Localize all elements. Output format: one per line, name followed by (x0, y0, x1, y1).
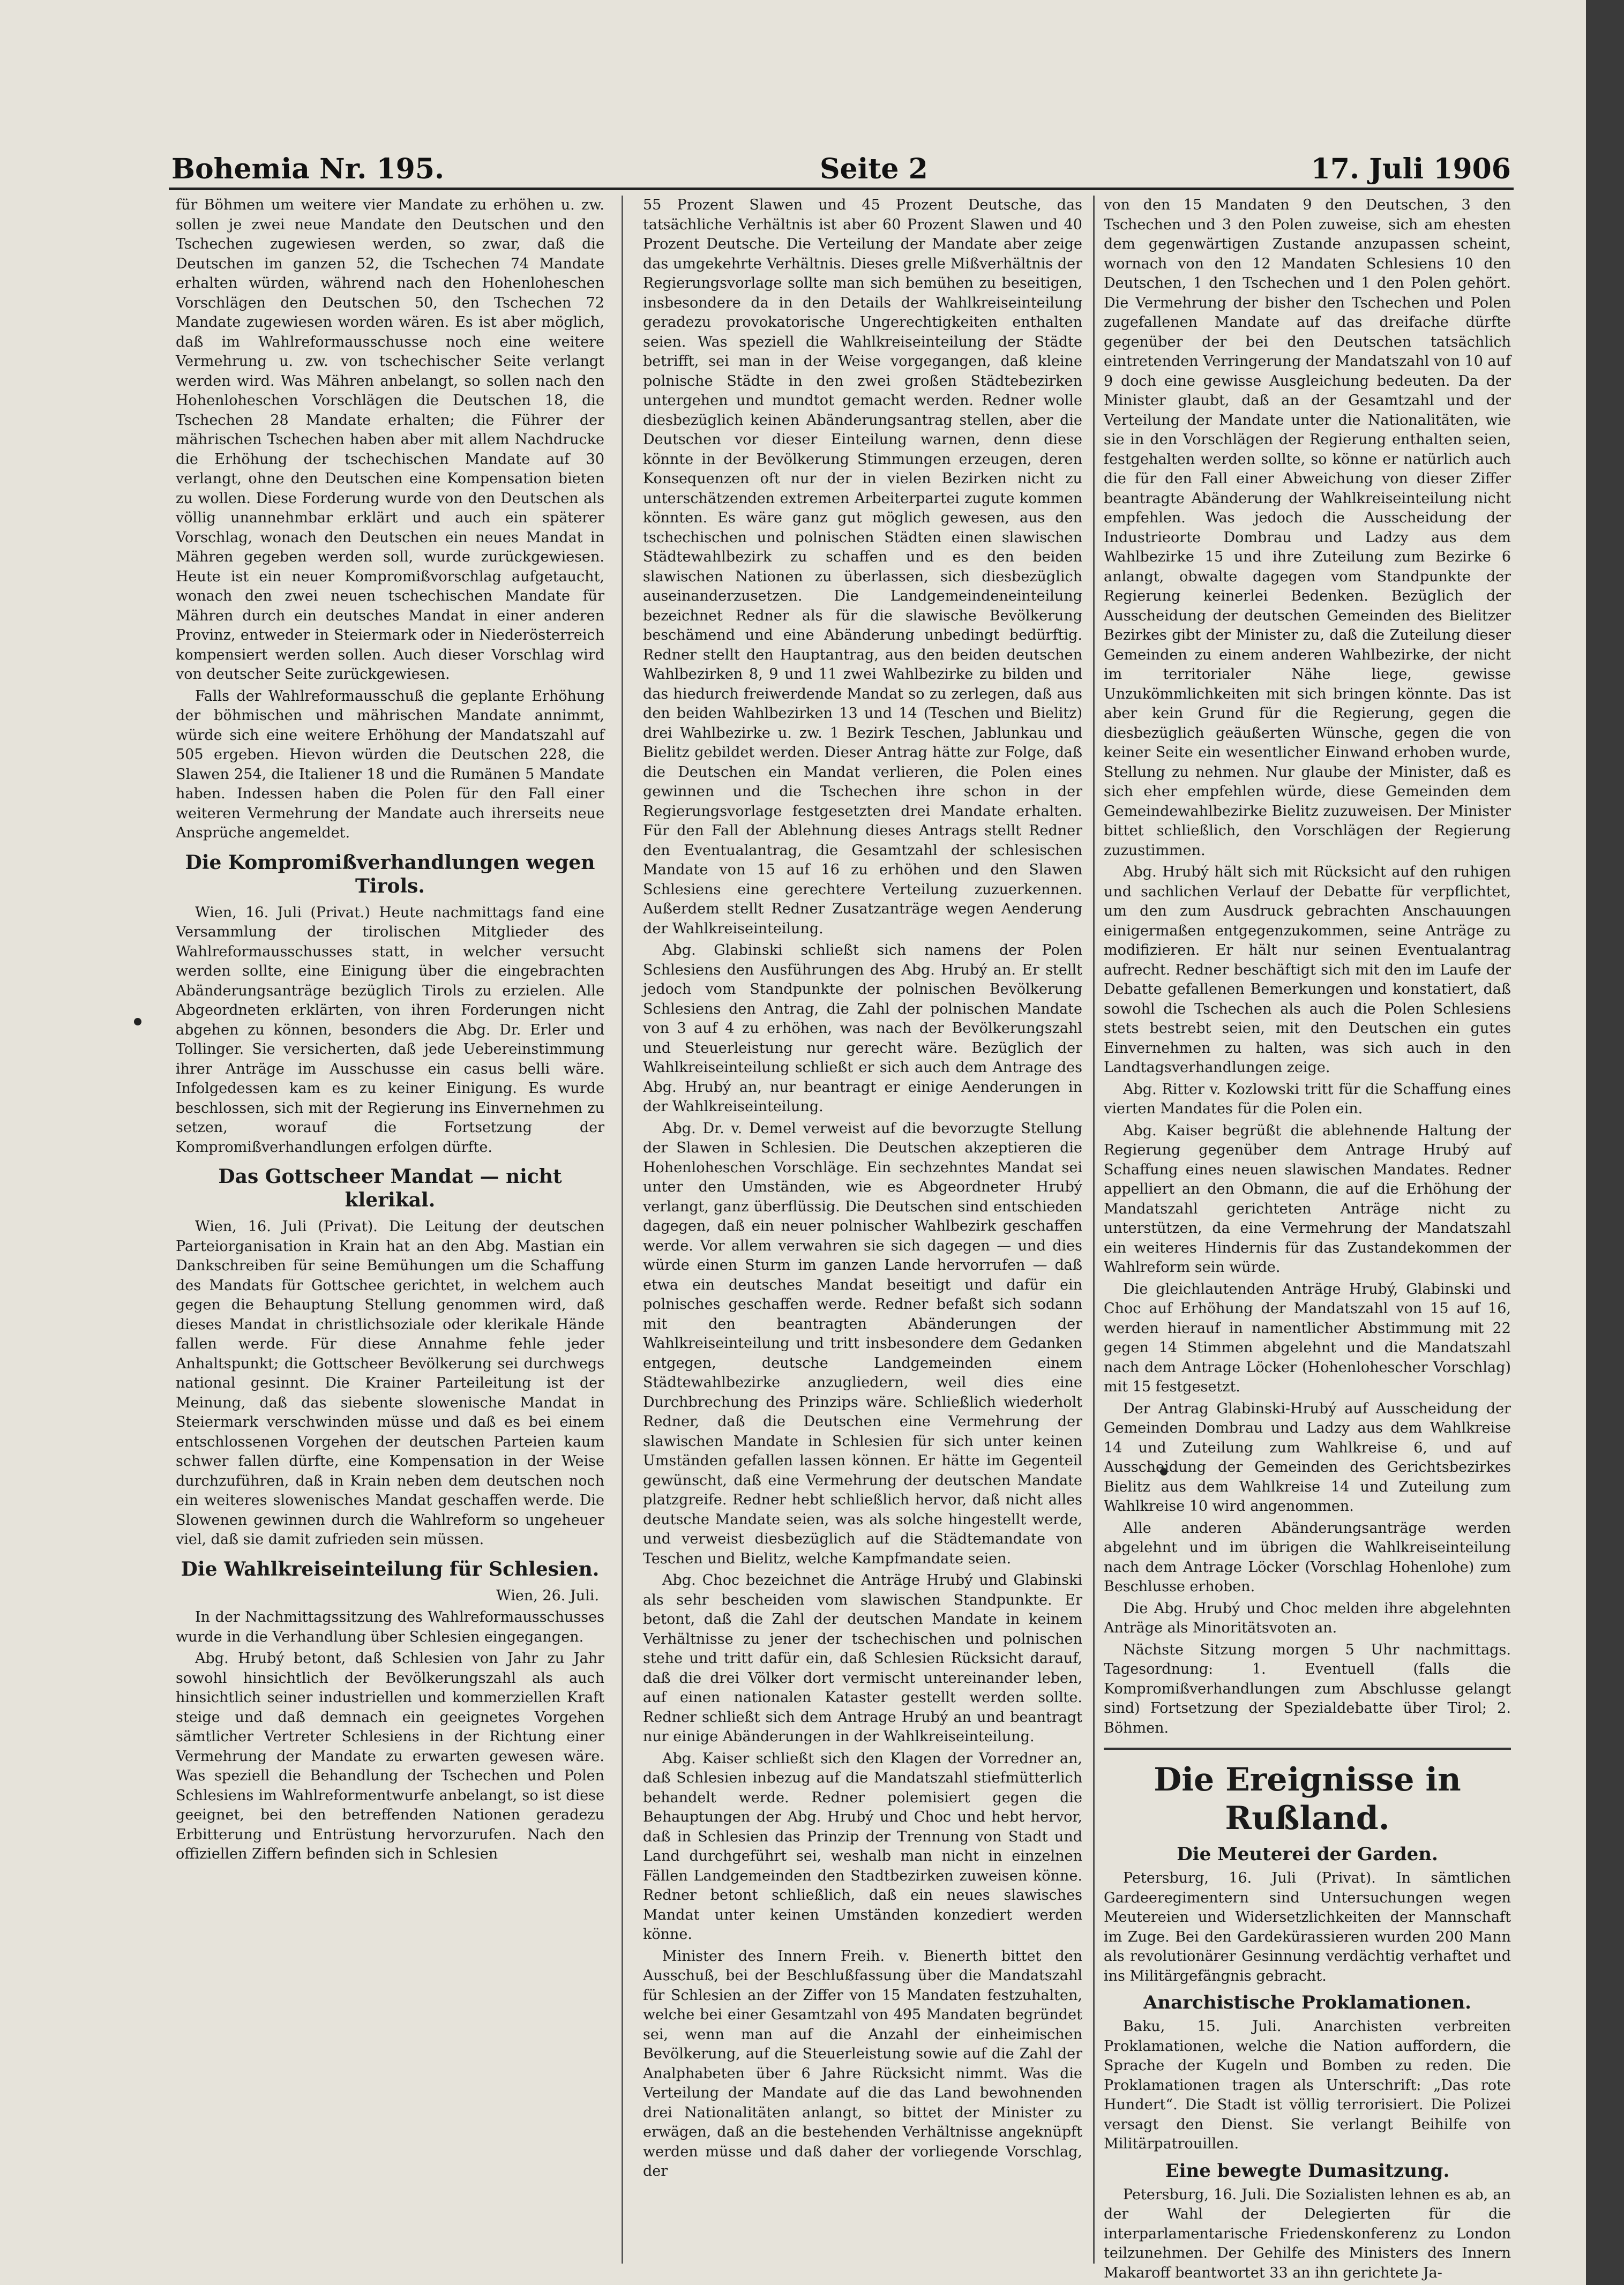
article-heading: Das Gottscheer Mandat — nicht klerikal. (218, 1165, 562, 1211)
section-rule (1104, 1748, 1511, 1750)
article-paragraph: Nächste Sitzung morgen 5 Uhr nachmittags. Tagesordnung: 1. Eventuell (falls die Kompromißverhandlungen zum Abschlusse gelangt sind) Fortsetzung der Spezialdebatte über Tirol; 2. Böhmen. (1104, 1641, 1511, 1736)
article-paragraph: Abg. Glabinski schließt sich namens der Polen Schlesiens den Ausführungen des Abg. Hrubý an. Er stellt jedoch vom Standpunkte der polnischen Bevölkerung Schlesiens den Antrag, die Zahl der polnischen Mandate von 3 auf 4 zu erhöhen, was nach der Bevölkerungszahl und Steuerleistung nur gerecht wäre. Bezüglich der Wahlkreiseinteilung schließt er sich auch dem Antrage des Abg. Hrubý an, nur beantragt er einige Aenderungen in der Wahlkreiseinteilung. (643, 942, 1082, 1115)
column-1 (176, 196, 604, 2264)
column-2 (643, 196, 1082, 2264)
article-paragraph: Minister des Innern Freih. v. Bienerth bittet den Ausschuß, bei der Beschlußfassung über die Mandatszahl für Schlesien an der Ziffer von 15 Mandaten festzuhalten, welche bei einer Gesamtzahl von 495 Mandaten begründet sei, wenn man auf die Anzahl der einheimischen Bevölkerung, auf die Steuerleistung sowie auf die Zahl der Analphabeten über 6 Jahre Rücksicht nimmt. Was die Verteilung der Mandate auf die das Land bewohnenden drei Nationalitäten anlangt, so bittet der Minister zu erwägen, daß an die bestehenden Verhältnisse angeknüpft werden müsse und daß daher der vorliegende Vorschlag, der (643, 1947, 1082, 2179)
article-paragraph: Petersburg, 16. Juli. Die Sozialisten lehnen es ab, an der Wahl der Delegierten für die interparlamentarische Friedenskonferenz zu London teilzunehmen. Der Gehilfe des Ministers des Innern Makaroff beantwortet 33 an ihn gerichtete Ja- (1104, 2186, 1511, 2281)
column-3 (1104, 196, 1511, 2281)
article-paragraph: Baku, 15. Juli. Anarchisten verbreiten Proklamationen, welche die Nation auffordern, die Sprache der Kugeln und Bomben zu reden. Die Proklamationen tragen als Unterschrift: „Das rote Hundert“. Die Stadt ist völlig terrorisiert. Die Polizei versagt den Dienst. Sie verlangt Beihilfe von Militärpatrouillen. (1104, 2018, 1511, 2152)
article-paragraph: Abg. Kaiser begrüßt die ablehnende Haltung der Regierung gegenüber dem Antrage Hrubý auf Schaffung eines neuen slawischen Mandates. Redner appelliert an den Obmann, die auf die Erhöhung der Mandatszahl gerichteten Anträge nicht zu unterstützen, da eine Vermehrung der Mandatszahl ein weiteres Hindernis für das Zustandekommen der Wahlreform sein würde. (1104, 1122, 1511, 1276)
article-paragraph: für Böhmen um weitere vier Mandate zu erhöhen u. zw. sollen je zwei neue Mandate den Deutschen und den Tschechen zugewiesen werden, so zwar, daß die Deutschen im ganzen 52, die Tschechen 74 Mandate erhalten würden, während nach den Hohenloheschen Vorschlägen den Deutschen 50, den Tschechen 72 Mandate zugewiesen worden wären. Es ist aber möglich, daß im Wahlreformausschusse noch eine weitere Vermehrung u. zw. von tschechischer Seite verlangt werden wird. Was Mähren anbelangt, so sollen nach den Hohenloheschen Vorschlägen die Deutschen 18, die Tschechen 28 Mandate erhalten; die Führer der mährischen Tschechen haben aber mit allem Nachdrucke die Erhöhung der tschechischen Mandate auf 30 verlangt, ohne den Deutschen eine Kompensation bieten zu wollen. Diese Forderung wurde von den Deutschen als völlig unannehmbar erklärt und auch ein späterer Vorschlag, wonach den Deutschen ein neues Mandat in Mähren gegeben werden soll, wurde zurückgewiesen. Heute ist ein neuer Kompromißvorschlag aufgetaucht, wonach den zwei neuen tschechischen Mandate für Mähren durch ein deutsches Mandat in einer anderen Provinz, entweder in Steiermark oder in Niederösterreich kompensiert werden sollen. Auch dieser Vorschlag wird von deutscher Seite zurückgewiesen. (176, 197, 604, 683)
article-paragraph: Abg. Choc bezeichnet die Anträge Hrubý und Glabinski als sehr bescheiden vom slawischen Standpunkte. Er betont, daß die Zahl der deutschen Mandate in keinem Verhältnisse zu jener der tschechischen und polnischen stehe und tritt dafür ein, daß Schlesien Rücksicht darauf, daß die drei Völker dort vermischt untereinander leben, auf einen nationalen Kataster gestellt werden sollte. Redner schließt sich dem Antrage Hrubý an und beantragt nur einige Abänderungen in der Wahlkreiseinteilung. (643, 1572, 1082, 1745)
scan-edge (1586, 0, 1624, 2285)
article-paragraph: Abg. Kaiser schließt sich den Klagen der Vorredner an, daß Schlesien inbezug auf die Mandatszahl stiefmütterlich behandelt werde. Redner polemisiert gegen die Behauptungen der Abg. Hrubý und Choc und hebt hervor, daß in Schlesien das Prinzip der Trennung von Stadt und Land durchgeführt sei, weshalb man nicht in einzelnen Fällen Landgemeinden den Stadtbezirken zuweisen könne. Redner betont schließlich, daß ein neues slawisches Mandat unter keinen Umständen konzediert werden könne. (643, 1750, 1082, 1943)
article-paragraph: Alle anderen Abänderungsanträge werden abgelehnt und im übrigen die Wahlkreiseinteilung nach dem Antrage Löcker (Vorschlag Hohenlohe) zum Beschlusse erhoben. (1104, 1519, 1511, 1595)
article-paragraph: Petersburg, 16. Juli (Privat). In sämtlichen Gardeeregimentern sind Untersuchungen wegen Meutereien und Widersetzlichkeiten der Mannschaft im Zuge. Bei den Gardekürassieren wurden 200 Mann als revolutionärer Gesinnung verdächtig verhaftet und ins Militärgefängnis gebracht. (1104, 1870, 1511, 1984)
article-heading: Die Meuterei der Garden. (1177, 1844, 1438, 1865)
article-paragraph: Der Antrag Glabinski-Hrubý auf Ausscheidung der Gemeinden Dombrau und Ladzy aus dem Wahlkreise 14 und Zuteilung zum Wahlkreise 6, und auf Ausscheidung der Gemeinden des Gerichtsbezirkes Bielitz aus dem Wahlkreise 14 und Zuteilung zum Wahlkreise 10 wird angenommen. (1104, 1400, 1511, 1515)
article-heading: Eine bewegte Dumasitzung. (1165, 2160, 1450, 2182)
article-paragraph: Die gleichlautenden Anträge Hrubý, Glabinski und Choc auf Erhöhung der Mandatszahl von 15 auf 16, werden hierauf in namentlicher Abstimmung mit 22 gegen 14 Stimmen abgelehnt und die Mandatszahl nach dem Antrage Löcker (Hohenlohescher Vorschlag) mit 15 festgesetzt. (1104, 1280, 1511, 1395)
article-paragraph: Abg. Hrubý betont, daß Schlesien von Jahr zu Jahr sowohl hinsichtlich der Bevölkerungszahl als auch hinsichtlich seiner industriellen und kommerziellen Kraft steige und daß demnach ein geeignetes Vorgehen sämtlicher Vertreter Schlesiens in der Richtung einer Vermehrung der Mandate zu erwarten gewesen wäre. Was speziell die Behandlung der Tschechen und Polen Schlesiens im Wahlreformentwurfe anbelangt, so ist diese geeignet, bei den betreffenden Nationen geradezu Erbitterung und Entrüstung hervorzurufen. Nach den offiziellen Ziffern befinden sich in Schlesien (176, 1650, 604, 1862)
column-divider (622, 196, 623, 2264)
dateline: Wien, 26. Juli. (496, 1587, 599, 1604)
article-heading: Die Kompromißverhandlungen wegen Tirols. (185, 851, 595, 897)
header-date: 17. Juli 1906 (1311, 153, 1511, 185)
margin-mark (134, 1018, 141, 1025)
header-title: Bohemia Nr. 195. (171, 153, 445, 185)
article-paragraph: In der Nachmittagssitzung des Wahlreformausschusses wurde in die Verhandlung über Schlesien eingegangen. (176, 1609, 604, 1645)
article-paragraph: Wien, 16. Juli (Privat.) Heute nachmittags fand eine Versammlung der tirolischen Mitglieder des Wahlreformausschusses statt, in welcher versucht werden sollte, eine Einigung über die eingebrachten Abänderungsanträge bezüglich Tirols zu erzielen. Alle Abgeordneten erklärten, von ihren Forderungen nicht abgehen zu können, besonders die Abg. Dr. Erler und Tollinger. Sie versicherten, daß jede Uebereinstimmung ihrer Anträge im Ausschusse ein casus belli wäre. Infolgedessen kam es zu keiner Einigung. Es wurde beschlossen, sich mit der Regierung ins Einvernehmen zu setzen, worauf die Fortsetzung der Kompromißverhandlungen erfolgen dürfte. (176, 904, 604, 1156)
article-paragraph: Abg. Dr. v. Demel verweist auf die bevorzugte Stellung der Slawen in Schlesien. Die Deutschen akzeptieren die Hohenloheschen Vorschläge. Ein sechzehntes Mandat sei unter den Umständen, wie es Abgeordneter Hrubý verlangt, ganz überflüssig. Die Deutschen sind entschieden dagegen, daß ein neuer polnischer Wahlbezirk geschaffen werde. Vor allem verwahren sie sich dagegen — und dies würde einen Sturm im ganzen Lande hervorrufen — daß etwa ein deutsches Mandat beseitigt und dafür ein polnisches geschaffen werde. Redner befaßt sich sodann mit den beantragten Abänderungen der Wahlkreiseinteilung und tritt insbesondere dem Gedanken entgegen, deutsche Landgemeinden einem Städtewahlbezirke anzugliedern, weil dies eine Durchbrechung des Prinzips wäre. Schließlich wiederholt Redner, daß die Deutschen eine Vermehrung der slawischen Mandate in Schlesien für sich unter keinen Umständen gefallen lassen können. Er hätte im Gegenteil gewünscht, daß eine Vermehrung der deutschen Mandate platzgreife. Redner hebt schließlich hervor, daß nicht alles deutsche Mandate seien, was als solche hingestellt werde, und verweist diesbezüglich auf die Städtemandate von Teschen und Bielitz, welche Kampfmandate seien. (643, 1120, 1082, 1567)
header-rule (169, 188, 1514, 190)
header-page-number: Seite 2 (820, 153, 928, 185)
article-paragraph: von den 15 Mandaten 9 den Deutschen, 3 den Tschechen und 3 den Polen zuweise, sich am ehesten dem gegenwärtigen Zustande anzupassen scheint, wornach von den 12 Mandaten Schlesiens 10 den Deutschen, 1 den Tschechen und 1 den Polen gehört. Die Vermehrung der bisher den Tschechen und Polen zugefallenen Mandate auf das dreifache dürfte gegenüber der bei den Deutschen tatsächlich eintretenden Verringerung der Mandatszahl von 10 auf 9 doch eine gewisse Ausgleichung bedeuten. Da der Minister glaubt, daß an der Gesamtzahl und der Verteilung der Mandate unter die Nationalitäten, wie sie in den Vorschlägen der Regierung enthalten seien, festgehalten werden sollte, so könne er natürlich auch die für den Fall einer Abweichung von dieser Ziffer beantragte Abänderung der Wahlkreiseinteilung nicht empfehlen. Was jedoch die Ausscheidung der Industrieorte Dombrau und Ladzy aus dem Wahlbezirke 15 und ihre Zuteilung zum Bezirke 6 anlangt, obwalte dagegen vom Standpunkte der Regierung keinerlei Bedenken. Bezüglich der Ausscheidung der deutschen Gemeinden des Bielitzer Bezirkes gibt der Minister zu, daß die Zuteilung dieser Gemeinden zu einem anderen Wahlbezirke, der nicht im territorialer Nähe liege, gewisse Unzukömmlichkeiten mit sich bringen könnte. Das ist aber kein Grund für die Regierung, gegen die diesbezüglich geäußerten Wünsche, gegen die von keiner Seite ein wesentlicher Einwand erhoben wurde, Stellung zu nehmen. Nur glaube der Minister, daß es sich eher empfehlen würde, diese Gemeinden dem Gemeindewahlbezirke Bielitz zuzuweisen. Der Minister bittet schließlich, den Vorschlägen der Regierung zuzustimmen. (1104, 197, 1511, 859)
article-paragraph: Die Abg. Hrubý und Choc melden ihre abgelehnten Anträge als Minoritätsvoten an. (1104, 1600, 1511, 1636)
column-divider (1093, 196, 1095, 2264)
section-heading: Die Ereignisse in Rußland. (1154, 1761, 1461, 1837)
article-paragraph: Falls der Wahlreformausschuß die geplante Erhöhung der böhmischen und mährischen Mandate annimmt, würde sich eine weitere Erhöhung der Mandatszahl auf 505 ergeben. Hievon würden die Deutschen 228, die Slawen 254, die Italiener 18 und die Rumänen 5 Mandate haben. Indessen haben die Polen für den Fall einer weiteren Vermehrung der Mandate auch ihrerseits neue Ansprüche angemeldet. (176, 687, 604, 841)
page-header (171, 153, 1511, 190)
article-paragraph: 55 Prozent Slawen und 45 Prozent Deutsche, das tatsächliche Verhältnis ist aber 60 Prozent Slawen und 40 Prozent Deutsche. Die Verteilung der Mandate aber zeige das umgekehrte Verhältnis. Dieses grelle Mißverhältnis der Regierungsvorlage sollte man sich bemühen zu beseitigen, insbesondere da in den Details der Wahlkreiseinteilung geradezu provokatorische Ungerechtigkeiten enthalten seien. Was speziell die Wahlkreiseinteilung der Städte betrifft, sei man in der Weise vorgegangen, daß kleine polnische Städte in den zwei großen Städtebezirken untergehen und mundtot gemacht werden. Redner wolle diesbezüglich keinen Abänderungsantrag stellen, aber die Deutschen vor dieser Einteilung warnen, denn diese könnte in der Bevölkerung Stimmungen erzeugen, deren Konsequenzen oft nur der in vielen Bezirken nicht zu unterschätzenden extremen Arbeiterpartei zugute kommen könnten. Es wäre ganz gut möglich gewesen, aus den tschechischen und polnischen Städten einen slawischen Städtewahlbezirk zu schaffen und es den beiden slawischen Nationen zu überlassen, sich diesbezüglich auseinanderzusetzen. Die Landgemeindeneinteilung bezeichnet Redner als für die slawische Bevölkerung beschämend und eine Abänderung unbedingt bedürftig. Redner stellt den Hauptantrag, aus den beiden deutschen Wahlbezirken 8, 9 und 11 zwei Wahlbezirke zu bilden und das hiedurch freiwerdende Mandat so zu zerlegen, daß aus den beiden Wahlbezirken 13 und 14 (Teschen und Bielitz) drei Wahlbezirke u. zw. 1 Bezirk Teschen, Jablunkau und Bielitz gebildet werden. Dieser Antrag hätte zur Folge, daß die Deutschen ein Mandat verlieren, die Polen eines gewinnen und die Tschechen ihre schon in der Regierungsvorlage festgesetzten drei Mandate erhalten. Für den Fall der Ablehnung dieses Antrags stellt Redner den Eventualantrag, die Gesamtzahl der schlesischen Mandate von 15 auf 16 zu erhöhen und den Slawen Schlesiens eine gerechtere Verteilung zuzuerkennen. Außerdem stellt Redner Zusatzanträge wegen Aenderung der Wahlkreiseinteilung. (643, 197, 1082, 937)
article-paragraph: Wien, 16. Juli (Privat). Die Leitung der deutschen Parteiorganisation in Krain hat an den Abg. Mastian ein Dankschreiben für seine Bemühungen um die Schaffung des Mandats für Gottschee gerichtet, in welchem auch gegen die Behauptung Stellung genommen wird, daß dieses Mandat in christlichsoziale oder klerikale Hände fallen werde. Für diese Annahme fehle jeder Anhaltspunkt; die Gottscheer Bevölkerung sei durchwegs national gesinnt. Die Krainer Parteileitung ist der Meinung, daß das siebente slowenische Mandat in Steiermark verschwinden müsse und daß es bei einem entschlossenen Vorgehen der deutschen Parteien kaum schwer fallen dürfte, eine Kompensation in der Weise durchzuführen, daß in Krain neben dem deutschen noch ein weiteres slowenisches Mandat geschaffen werde. Die Slowenen gewinnen durch die Wahlreform so ungeheuer viel, daß sie damit zufrieden sein müssen. (176, 1218, 604, 1548)
article-paragraph: Abg. Hrubý hält sich mit Rücksicht auf den ruhigen und sachlichen Verlauf der Debatte für verpflichtet, um den zum Ausdruck gebrachten Anschauungen einigermaßen entgegenzukommen, seine Anträge zu modifizieren. Er hält nur seinen Eventualantrag aufrecht. Redner beschäftigt sich mit den im Laufe der Debatte gefallenen Bemerkungen und konstatiert, daß sowohl die Tschechen als auch die Polen Schlesiens stets bestrebt seien, mit den Deutschen ein gutes Einvernehmen zu halten, was sich auch in den Landtagsverhandlungen zeige. (1104, 864, 1511, 1076)
article-paragraph: Abg. Ritter v. Kozlowski tritt für die Schaffung eines vierten Mandates für die Polen ein. (1104, 1081, 1511, 1117)
article-heading: Die Wahlkreiseinteilung für Schlesien. (181, 1557, 600, 1580)
article-heading: Anarchistische Proklamationen. (1143, 1992, 1472, 2013)
